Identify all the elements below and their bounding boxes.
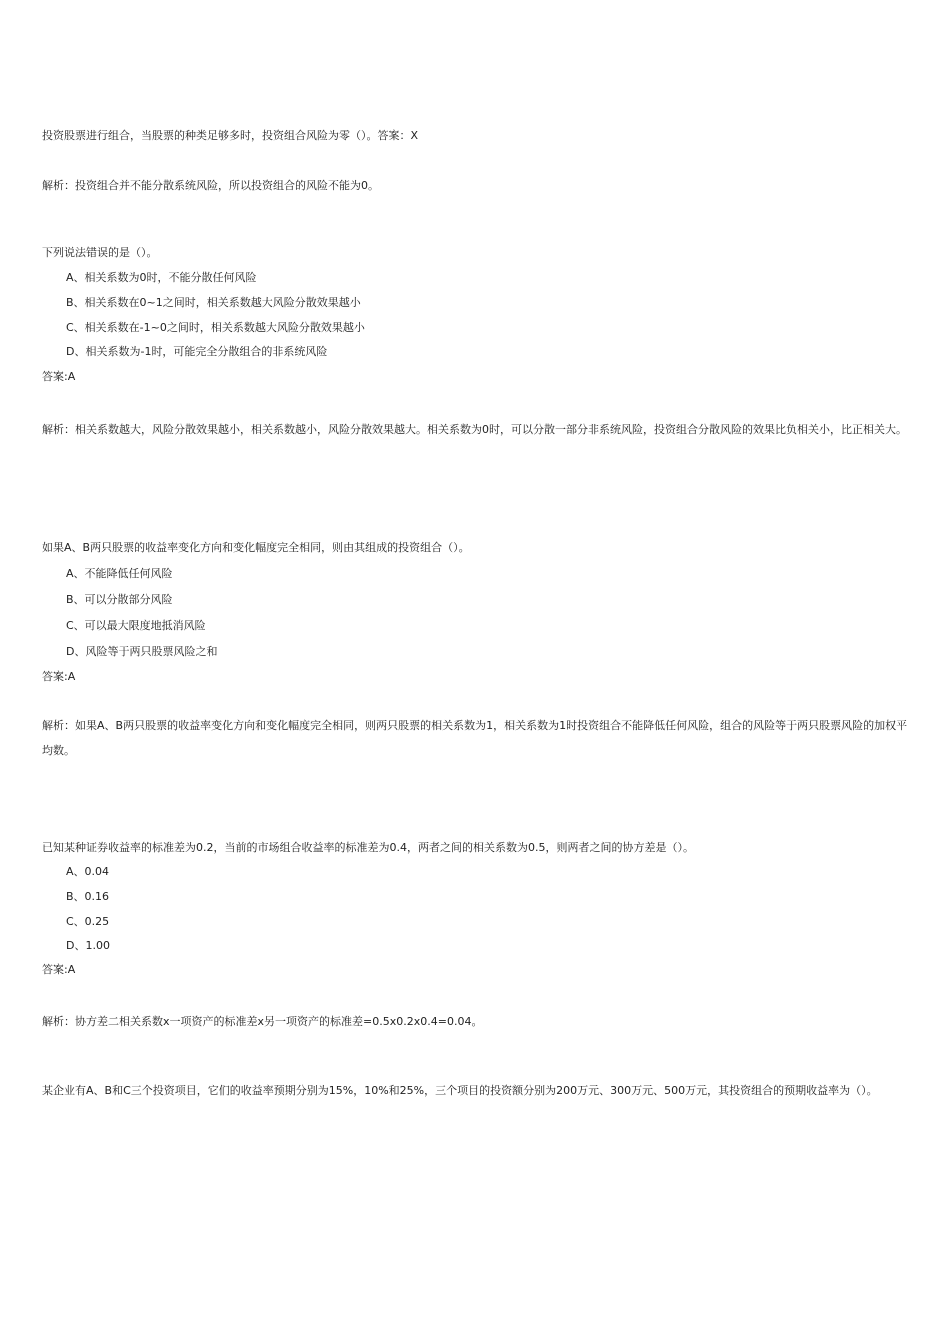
q3-stem: 如果A、B两只股票的收益率变化方向和变化幅度完全相同，则由其组成的投资组合（）。 [42,541,470,554]
q1-analysis: 解析：投资组合并不能分散系统风险，所以投资组合的风险不能为0。 [42,179,379,192]
q2-option-a: A、相关系数为0时，不能分散任何风险 [66,271,257,284]
q3-answer: 答案:A [42,670,76,683]
q3-option-b: B、可以分散部分风险 [66,593,173,606]
q1-stem: 投资股票进行组合，当股票的种类足够多时，投资组合风险为零（）。答案：X [42,129,419,142]
q5-stem: 某企业有A、B和C三个投资项目，它们的收益率预期分别为15%，10%和25%，三个项目的投资额分别为200万元、300万元、500万元，其投资组合的预期收益率为（）。 [42,1084,878,1097]
q2-option-b: B、相关系数在0~1之间时，相关系数越大风险分散效果越小 [66,296,361,309]
q4-option-b: B、0.16 [66,890,110,903]
q4-option-c: C、0.25 [66,915,110,928]
q4-analysis: 解析：协方差二相关系数x一项资产的标准差x另一项资产的标准差=0.5x0.2x0.4=0.04。 [42,1015,483,1028]
q4-answer: 答案:A [42,963,76,976]
q4-stem: 已知某种证券收益率的标准差为0.2，当前的市场组合收益率的标准差为0.4，两者之间的相关系数为0.5，则两者之间的协方差是（）。 [42,841,694,854]
q2-option-c: C、相关系数在-1~0之间时，相关系数越大风险分散效果越小 [66,321,365,334]
q2-answer: 答案:A [42,370,76,383]
q4-option-a: A、0.04 [66,865,110,878]
q3-option-a: A、不能降低任何风险 [66,567,173,580]
q2-analysis: 解析：相关系数越大，风险分散效果越小，相关系数越小，风险分散效果越大。相关系数为0时，可以分散一部分非系统风险，投资组合分散风险的效果比负相关小，比正相关大。 [42,423,907,436]
q2-option-d: D、相关系数为-1时，可能完全分散组合的非系统风险 [66,345,328,358]
q3-option-c: C、可以最大限度地抵消风险 [66,619,206,632]
q3-option-d: D、风险等于两只股票风险之和 [66,645,218,658]
q2-stem: 下列说法错误的是（）。 [42,246,158,259]
q3-analysis: 解析：如果A、B两只股票的收益率变化方向和变化幅度完全相同，则两只股票的相关系数为1，相关系数为1时投资组合不能降低任何风险，组合的风险等于两只股票风险的加权平均数。 [42,719,908,757]
q4-option-d: D、1.00 [66,939,110,952]
